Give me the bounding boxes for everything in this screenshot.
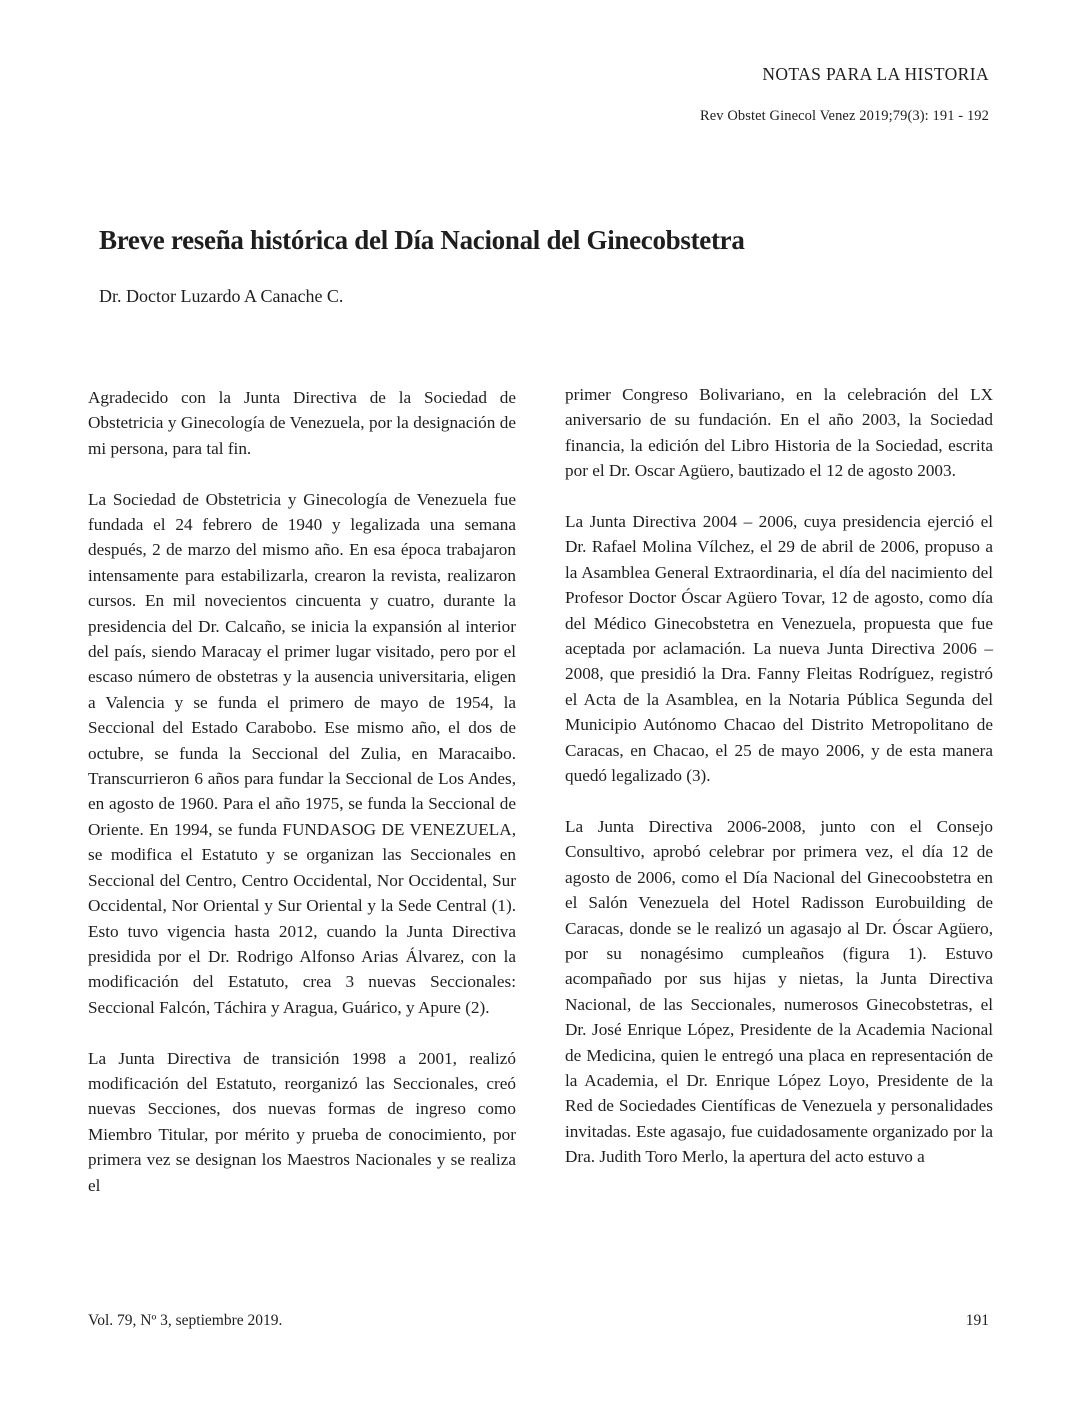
- right-column: [565, 382, 993, 1170]
- section-heading: NOTAS PARA LA HISTORIA: [762, 64, 989, 84]
- left-column: [88, 385, 516, 1198]
- paragraph: La Sociedad de Obstetricia y Ginecología de Venezuela fue fundada el 24 febrero de 1940 y legalizada una semana después, 2 de marzo del mismo año. En esa época trabajaron intensamente para estabilizarla, crearon la revista, realizaron cursos. En mil novecientos cincuenta y cuatro, durante la presidencia del Dr. Calcaño, se inicia la expansión al interior del país, siendo Maracay el primer lugar visitado, pero por el escaso número de obstetras y la ausencia universitaria, eligen a Valencia y se funda el primero de mayo de 1954, la Seccional del Estado Carabobo. Ese mismo año, el dos de octubre, se funda la Seccional del Zulia, en Maracaibo. Transcurrieron 6 años para fundar la Seccional de Los Andes, en agosto de 1960. Para el año 1975, se funda la Seccional de Oriente. En 1994, se funda FUNDASOG DE VENEZUELA, se modifica el Estatuto y se organizan las Seccionales en Seccional del Centro, Centro Occidental, Nor Occidental, Sur Occidental, Nor Oriental y Sur Oriental y la Sede Central (1). Esto tuvo vigencia hasta 2012, cuando la Junta Directiva presidida por el Dr. Rodrigo Alfonso Arias Álvarez, con la modificación del Estatuto, crea 3 nuevas Seccionales: Seccional Falcón, Táchira y Aragua, Guárico, y Apure (2).: [88, 489, 516, 1017]
- paragraph: La Junta Directiva 2006-2008, junto con el Consejo Consultivo, aprobó celebrar por primera vez, el día 12 de agosto de 2006, como el Día Nacional del Ginecoobstetra en el Salón Venezuela del Hotel Radisson Eurobuilding de Caracas, donde se le realizó un agasajo al Dr. Óscar Agüero, por su nonagésimo cumpleaños (figura 1). Estuvo acompañado por sus hijas y nietas, la Junta Directiva Nacional, de las Seccionales, numerosos Ginecobstetras, el Dr. José Enrique López, Presidente de la Academia Nacional de Medicina, quien le entregó una placa en representación de la Academia, el Dr. Enrique López Loyo, Presidente de la Red de Sociedades Científicas de Venezuela y personalidades invitadas. Este agasajo, fue cuidadosamente organizado por la Dra. Judith Toro Merlo, la apertura del acto estuvo a: [565, 816, 993, 1167]
- article-title: Breve reseña histórica del Día Nacional del Ginecobstetra: [99, 225, 745, 255]
- paragraph: La Junta Directiva de transición 1998 a 2001, realizó modificación del Estatuto, reorganizó las Seccionales, creó nuevas Secciones, dos nuevas formas de ingreso como Miembro Titular, por mérito y prueba de conocimiento, por primera vez se designan los Maestros Nacionales y se realiza el: [88, 1048, 516, 1195]
- footer-issue: Vol. 79, Nº 3, septiembre 2019.: [88, 1312, 283, 1329]
- paragraph: Agradecido con la Junta Directiva de la Sociedad de Obstetricia y Ginecología de Venezuela, por la designación de mi persona, para tal fin.: [88, 388, 516, 458]
- paragraph: La Junta Directiva 2004 – 2006, cuya presidencia ejerció el Dr. Rafael Molina Vílchez, el 29 de abril de 2006, propuso a la Asamblea General Extraordinaria, el día del nacimiento del Profesor Doctor Óscar Agüero Tovar, 12 de agosto, como día del Médico Ginecobstetra en Venezuela, propuesta que fue aceptada por aclamación. La nueva Junta Directiva 2006 – 2008, que presidió la Dra. Fanny Fleitas Rodríguez, registró el Acta de la Asamblea, en la Notaria Pública Segunda del Municipio Autónomo Chacao del Distrito Metropolitano de Caracas, en Chacao, el 25 de mayo 2006, y de esta manera quedó legalizado (3).: [565, 512, 993, 786]
- article-author: Dr. Doctor Luzardo A Canache C.: [99, 286, 344, 306]
- paragraph: primer Congreso Bolivariano, en la celebración del LX aniversario de su fundación. En el año 2003, la Sociedad financia, la edición del Libro Historia de la Sociedad, escrita por el Dr. Oscar Agüero, bautizado el 12 de agosto 2003.: [565, 385, 993, 481]
- journal-citation: Rev Obstet Ginecol Venez 2019;79(3): 191 - 192: [699, 108, 989, 124]
- page-number: 191: [965, 1312, 989, 1329]
